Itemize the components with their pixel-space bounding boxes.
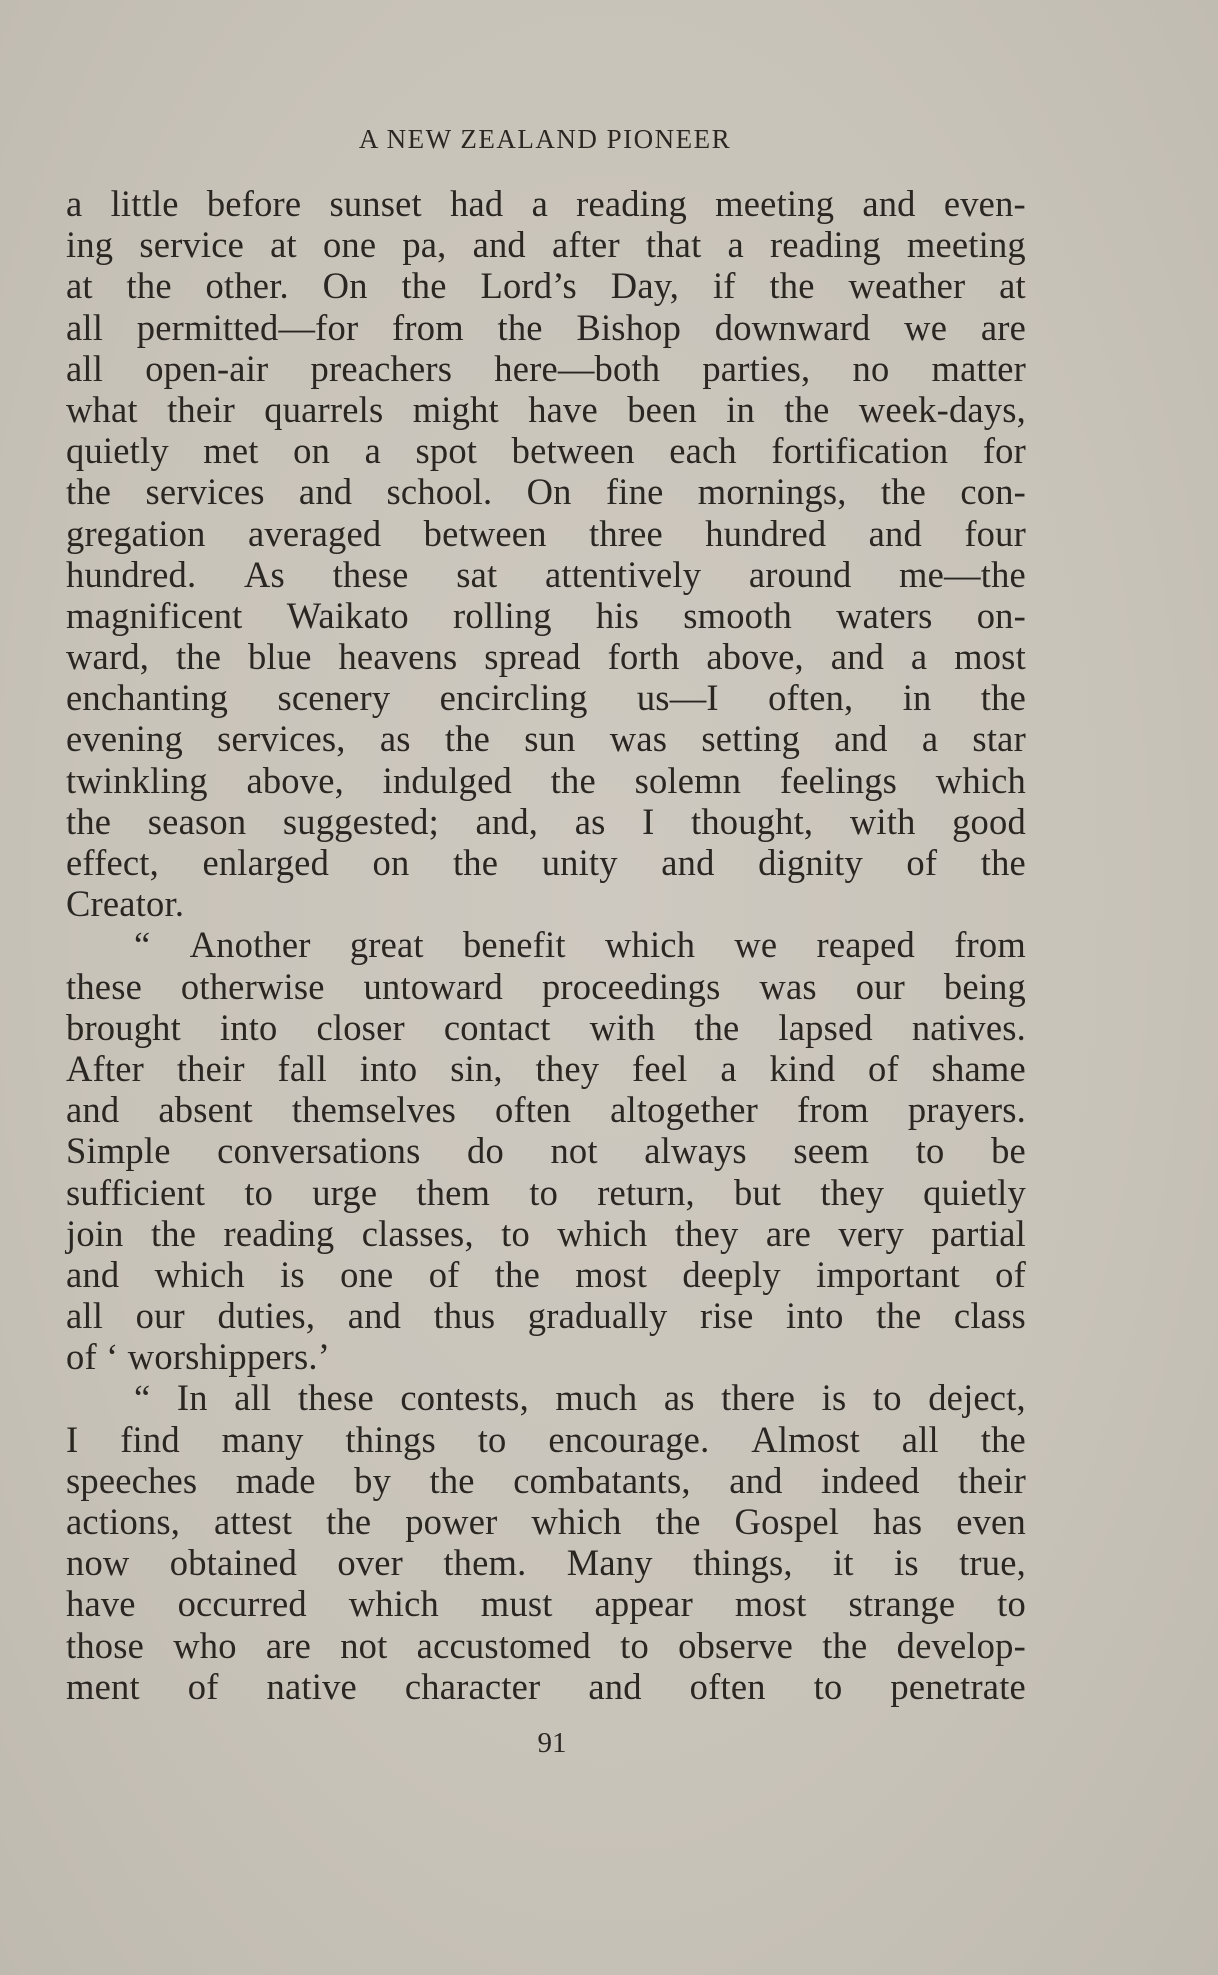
text-line: a little before sunset had a reading meeting and even- (66, 183, 1026, 224)
text-line: quietly met on a spot between each fortification for (66, 430, 1026, 472)
text-line: effect, enlarged on the unity and dignity of the (66, 842, 1026, 883)
text-line: and absent themselves often altogether from prayers. (66, 1089, 1026, 1131)
text-line: hundred. As these sat attentively around me—the (66, 553, 1026, 595)
page-number: 91 (537, 1727, 567, 1759)
text-line: of ‘ worshippers.’ (66, 1336, 331, 1378)
text-line: Creator. (66, 883, 185, 925)
text-line: have occurred which must appear most strange to (66, 1583, 1026, 1625)
text-line: twinkling above, indulged the solemn feelings which (66, 759, 1026, 801)
text-line: “ In all these contests, much as there is to deject, (134, 1377, 1026, 1419)
text-line: enchanting scenery encircling us—I often, in the (66, 677, 1026, 719)
text-line: all permitted—for from the Bishop downward we are (66, 306, 1026, 348)
text-line: “ Another great benefit which we reaped from (134, 924, 1026, 966)
running-head: A NEW ZEALAND PIONEER (358, 124, 732, 154)
text-line: and which is one of the most deeply important of (66, 1253, 1026, 1295)
text-line: actions, attest the power which the Gospel has even (66, 1501, 1026, 1542)
text-line: at the other. On the Lord’s Day, if the weather at (66, 265, 1026, 307)
text-line: After their fall into sin, they feel a kind of shame (66, 1047, 1026, 1089)
text-line: speeches made by the combatants, and indeed their (66, 1459, 1026, 1501)
text-line: Simple conversations do not always seem to be (66, 1130, 1026, 1172)
text-line: I find many things to encourage. Almost all the (66, 1418, 1026, 1460)
text-line: join the reading classes, to which they are very partial (66, 1212, 1026, 1254)
text-line: magnificent Waikato rolling his smooth waters on- (66, 594, 1026, 636)
text-line: sufficient to urge them to return, but they quietly (66, 1171, 1026, 1213)
text-line: ward, the blue heavens spread forth above, and a most (66, 636, 1026, 678)
text-line: what their quarrels might have been in the week-days, (66, 388, 1026, 430)
text-line: the season suggested; and, as I thought, with good (66, 800, 1026, 842)
text-line: those who are not accustomed to observe the develop- (66, 1624, 1026, 1666)
text-line: all our duties, and thus gradually rise into the class (66, 1295, 1026, 1337)
text-line: these otherwise untoward proceedings was our being (66, 965, 1026, 1007)
body-text (66, 183, 1026, 1707)
text-line: ing service at one pa, and after that a reading meeting (66, 224, 1026, 266)
text-line: brought into closer contact with the lapsed natives. (66, 1006, 1026, 1048)
text-line: all open-air preachers here—both parties, no matter (66, 347, 1026, 389)
text-line: gregation averaged between three hundred and four (66, 512, 1026, 554)
text-line: ment of native character and often to penetrate (66, 1665, 1026, 1707)
text-line: evening services, as the sun was setting and a star (66, 718, 1026, 760)
text-line: now obtained over them. Many things, it is true, (66, 1542, 1026, 1584)
text-line: the services and school. On fine mornings, the con- (66, 471, 1026, 513)
